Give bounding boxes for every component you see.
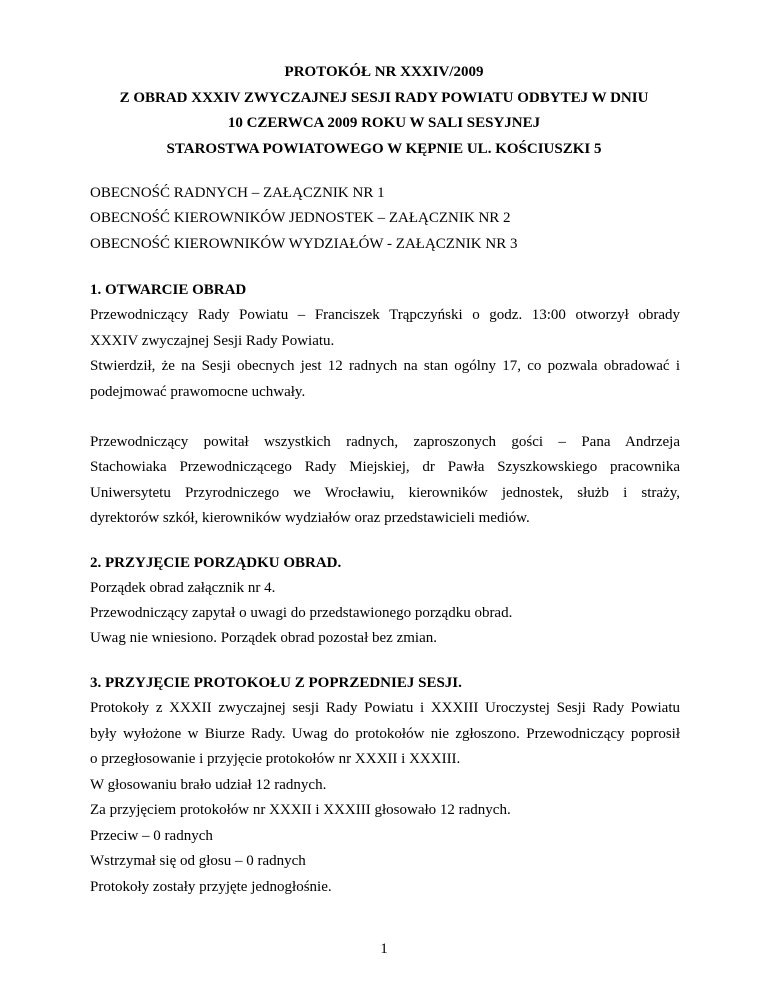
section-2-line-2: Przewodniczący zapytał o uwagi do przedstawionego porządku obrad. (90, 605, 513, 621)
section-3-paragraph-line-1: Protokoły z XXXII zwyczajnej sesji Rady Powiatu i XXXIII Uroczystej Sesji Rady Powiatu (90, 700, 680, 716)
section-3-paragraph-line-3: o przegłosowanie i przyjęcie protokołów nr XXXII i XXXIII. (90, 751, 461, 767)
document-subtitle-line-2: 10 CZERWCA 2009 ROKU W SALI SESYJNEJ (227, 115, 541, 131)
section-1-paragraph-1-line-1: Przewodniczący Rady Powiatu – Franciszek Trąpczyński o godz. 13:00 otworzył obrady (90, 307, 680, 323)
document-subtitle-line-3: STAROSTWA POWIATOWEGO W KĘPNIE UL. KOŚCIUSZKI 5 (166, 141, 602, 157)
section-3-vote-against: Przeciw – 0 radnych (90, 828, 213, 844)
section-2-line-1: Porządek obrad załącznik nr 4. (90, 580, 276, 596)
section-1-paragraph-3-line-3: Uniwersytetu Przyrodniczego we Wrocławiu, kierowników jednostek, służb i straży, (90, 485, 680, 501)
section-1-paragraph-2-line-1: Stwierdził, że na Sesji obecnych jest 12 radnych na stan ogólny 17, co pozwala obradować i (90, 358, 680, 374)
attendance-unit-heads: OBECNOŚĆ KIEROWNIKÓW JEDNOSTEK – ZAŁĄCZNIK NR 2 (90, 210, 511, 226)
section-3-vote-for: Za przyjęciem protokołów nr XXXII i XXXIII głosowało 12 radnych. (90, 802, 511, 818)
document-title: PROTOKÓŁ NR XXXIV/2009 (284, 64, 484, 80)
section-3-heading: 3. PRZYJĘCIE PROTOKOŁU Z POPRZEDNIEJ SESJI. (90, 675, 462, 691)
section-2-line-3: Uwag nie wniesiono. Porządek obrad pozostał bez zmian. (90, 630, 437, 646)
section-1-paragraph-3-line-4: dyrektorów szkół, kierowników wydziałów oraz przedstawicieli mediów. (90, 510, 530, 526)
section-1-heading: 1. OTWARCIE OBRAD (90, 282, 247, 298)
attendance-department-heads: OBECNOŚĆ KIEROWNIKÓW WYDZIAŁÓW - ZAŁĄCZNIK NR 3 (90, 236, 518, 252)
section-3-result: Protokoły zostały przyjęte jednogłośnie. (90, 879, 332, 895)
attendance-councillors: OBECNOŚĆ RADNYCH – ZAŁĄCZNIK NR 1 (90, 185, 385, 201)
section-1-paragraph-2-line-2: podejmować prawomocne uchwały. (90, 384, 306, 400)
section-3-vote-abstain: Wstrzymał się od głosu – 0 radnych (90, 853, 306, 869)
document-subtitle-line-1: Z OBRAD XXXIV ZWYCZAJNEJ SESJI RADY POWIATU ODBYTEJ W DNIU (119, 90, 649, 106)
section-1-paragraph-3-line-1: Przewodniczący powitał wszystkich radnych, zaproszonych gości – Pana Andrzeja (90, 434, 680, 450)
section-3-vote-participants: W głosowaniu brało udział 12 radnych. (90, 777, 327, 793)
page-number: 1 (380, 941, 388, 957)
section-1-paragraph-3-line-2: Stachowiaka Przewodniczącego Rady Miejskiej, dr Pawła Szyszkowskiego pracownika (90, 459, 680, 475)
section-1-paragraph-1-line-2: XXXIV zwyczajnej Sesji Rady Powiatu. (90, 333, 335, 349)
section-3-paragraph-line-2: były wyłożone w Biurze Rady. Uwag do protokołów nie zgłoszono. Przewodniczący poprosił (90, 726, 680, 742)
section-2-heading: 2. PRZYJĘCIE PORZĄDKU OBRAD. (90, 555, 342, 571)
